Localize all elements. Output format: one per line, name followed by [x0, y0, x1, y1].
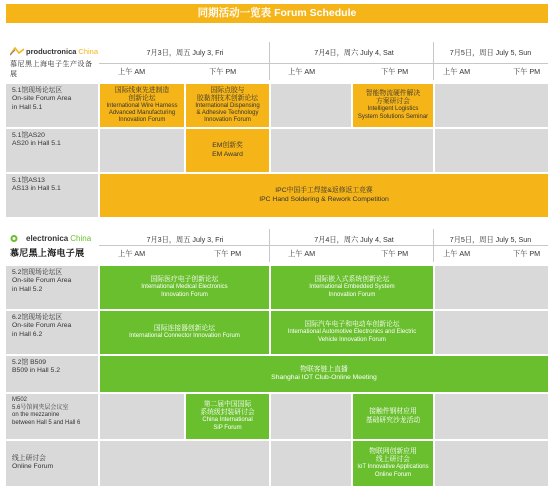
am-label: 上午 AM	[118, 67, 146, 76]
event-medical-electronics-forum[interactable]: 国际医疗电子创新论坛 International Medical Electronics Innovation Forum	[100, 266, 269, 309]
pm-label: 下午 PM	[381, 249, 409, 258]
empty-cell	[435, 394, 548, 439]
event-ipc-competition[interactable]: IPC中国手工焊接&返修返工竞赛 IPC Hand Soldering & Rework Competition	[100, 174, 548, 217]
empty-cell	[271, 84, 351, 127]
empty-cell	[271, 394, 351, 439]
event-contact-steel-salon[interactable]: 接触件钢材应用 基础研究沙龙活动	[353, 394, 433, 439]
productronica-mark-icon	[10, 47, 24, 56]
pm-label: 下午 PM	[513, 67, 541, 76]
empty-cell	[435, 441, 548, 486]
day-divider	[433, 229, 434, 262]
header-divider	[99, 245, 548, 246]
event-wire-harness-forum[interactable]: 国际线束先进制造 创新论坛 International Wire Harness Advanced Manufacturing Innovation Forum	[100, 84, 184, 127]
productronica-logo	[6, 42, 99, 80]
row-label: 6.2馆现场论坛区 On-site Forum Area in Hall 6.2	[6, 311, 98, 354]
row-label: 5.2馆 B509 B509 in Hall 5.2	[6, 356, 98, 392]
day-divider	[433, 42, 434, 80]
electronica-logo-name: electronica	[26, 234, 69, 243]
productronica-logo-cn: 慕尼黑上海电子生产设备展	[10, 60, 93, 78]
productronica-logo-name: productronica	[26, 47, 77, 56]
electronica-section	[6, 229, 548, 491]
header-divider	[99, 63, 548, 64]
electronica-logo-cn: 慕尼黑上海电子展	[10, 249, 85, 259]
electronica-logo-china: China	[70, 234, 92, 243]
pm-label: 下午 PM	[214, 249, 242, 258]
empty-cell	[100, 394, 184, 439]
productronica-logo-china: China	[78, 47, 99, 56]
event-automotive-electronics-forum[interactable]: 国际汽车电子和电动车创新论坛 International Automotive Electronics and Electric Vehicle Innovation Forum	[271, 311, 433, 354]
event-connector-forum[interactable]: 国际连接器创新论坛 International Connector Innovation Forum	[100, 311, 269, 354]
am-label: 上午 AM	[288, 249, 316, 258]
event-sip-forum[interactable]: 第二届中国国际 系统级封装研讨会 China International SiP Forum	[186, 394, 269, 439]
day-1-date: 7月3日，周五 July 3, Fri	[146, 48, 224, 57]
empty-cell	[100, 441, 269, 486]
am-label: 上午 AM	[118, 249, 146, 258]
day-1-date: 7月3日，周五 July 3, Fri	[146, 235, 224, 244]
pm-label: 下午 PM	[513, 249, 541, 258]
event-logistics-seminar[interactable]: 智能物流硬件解决 方案研讨会 Intelligent Logistics System Solutions Seminar	[353, 84, 433, 127]
empty-cell	[435, 311, 548, 354]
day-3-date: 7月5日，周日 July 5, Sun	[449, 48, 532, 57]
day-divider	[269, 42, 270, 80]
page-title: 同期活动一览表 Forum Schedule	[6, 4, 548, 23]
empty-cell	[435, 266, 548, 309]
electronica-logo	[6, 229, 99, 267]
day-2-date: 7月4日，周六 July 4, Sat	[314, 48, 394, 57]
row-label: 5.1馆现场论坛区 On-site Forum Area in Hall 5.1	[6, 84, 98, 127]
pm-label: 下午 PM	[381, 67, 409, 76]
row-label: 5.2馆现场论坛区 On-site Forum Area in Hall 5.2	[6, 266, 98, 309]
electronica-mark-icon	[10, 234, 24, 243]
day-2-date: 7月4日，周六 July 4, Sat	[314, 235, 394, 244]
row-label: M502 5.6号馆间夹层会议室 on the mezzanine between Hall 5 and Hall 6	[6, 394, 98, 439]
day-divider	[269, 229, 270, 262]
event-iot-applications-online-forum[interactable]: 物联网创新应用 线上研讨会 IoT Innovative Applications Online Forum	[353, 441, 433, 486]
event-iot-club-online-meeting[interactable]: 物联客链上直播 Shanghai IOT Club-Online Meeting	[100, 356, 548, 392]
empty-cell	[435, 129, 548, 172]
row-label: 5.1馆AS13 AS13 in Hall 5.1	[6, 174, 98, 217]
event-embedded-system-forum[interactable]: 国际嵌入式系统创新论坛 International Embedded System Innovation Forum	[271, 266, 433, 309]
empty-cell	[271, 129, 433, 172]
productronica-section	[6, 42, 548, 217]
empty-cell	[100, 129, 184, 172]
day-3-date: 7月5日，周日 July 5, Sun	[449, 235, 532, 244]
am-label: 上午 AM	[443, 249, 471, 258]
pm-label: 下午 PM	[209, 67, 237, 76]
am-label: 上午 AM	[443, 67, 471, 76]
event-em-award[interactable]: EM创新奖 EM Award	[186, 129, 269, 172]
row-label: 线上研讨会 Online Forum	[6, 441, 98, 486]
event-dispensing-forum[interactable]: 国际点胶与 胶黏剂技术创新论坛 International Dispensing & Adhesive Technology Innovation Forum	[186, 84, 269, 127]
empty-cell	[271, 441, 351, 486]
am-label: 上午 AM	[288, 67, 316, 76]
row-label: 5.1馆AS20 AS20 in Hall 5.1	[6, 129, 98, 172]
empty-cell	[435, 84, 548, 127]
